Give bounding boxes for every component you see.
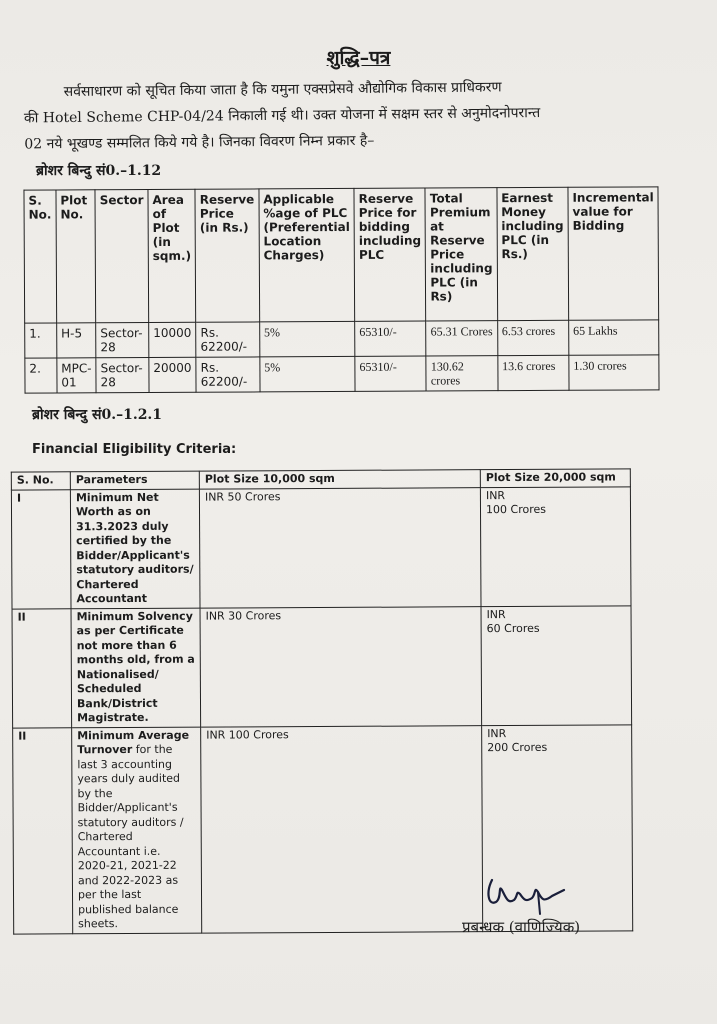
cell: 13.6 crores <box>498 355 569 390</box>
brochure-reference-1: ब्रोशर बिन्दु सं0.–1.12 <box>36 163 162 179</box>
col-header: Plot No. <box>56 190 96 323</box>
paragraph-line-3: 02 नये भूखण्ड सम्मलित किये गये है। जिनका विवरण निम्न प्रकार है– <box>24 132 375 153</box>
param-bold: Minimum Average Turnover <box>77 728 190 757</box>
cell: 20000 <box>149 357 196 392</box>
signatory-designation: प्रबन्धक (वाणिज्यिक) <box>462 918 581 936</box>
cell: II <box>12 608 72 727</box>
cell: 10000 <box>149 322 196 357</box>
paragraph-line-2: की Hotel Scheme CHP-04/24 निकाली गई थी। उक्त योजना में सक्षम स्तर से अनुमोदनोपरान्त <box>23 105 541 127</box>
cell: 65.31 Crores <box>426 321 497 356</box>
cell: 65 Lakhs <box>569 320 659 355</box>
table-row <box>25 355 659 393</box>
cell: Rs. 62200/- <box>196 357 260 392</box>
cell: Rs. 62200/- <box>196 322 260 357</box>
cell: 2. <box>25 358 57 393</box>
cell: 130.62 crores <box>426 356 497 391</box>
col-header: Earnest Money including PLC (in Rs.) <box>497 187 569 320</box>
cell: Sector-28 <box>96 323 149 358</box>
financial-criteria-heading: Financial Eligibility Criteria: <box>32 442 237 457</box>
table-row <box>12 605 632 727</box>
cell: INR 100 Crores <box>201 725 483 932</box>
cell: I <box>11 489 71 608</box>
col-header: Plot Size 10,000 sqm <box>199 470 480 489</box>
cell <box>72 727 202 934</box>
table-row <box>11 486 631 608</box>
financial-criteria-table <box>11 468 633 934</box>
cell: 5% <box>259 321 355 356</box>
cell: MPC-01 <box>57 358 96 393</box>
cell: 6.53 crores <box>497 320 568 355</box>
cell: INR 50 Crores <box>199 487 481 607</box>
cell: Sector-28 <box>96 358 149 393</box>
notice-paragraph <box>24 73 685 158</box>
cell-line: INR <box>487 726 507 740</box>
cell: Minimum Solvency as per Certificate not more than 6 months old, from a Nationalised/ Scheduled Bank/District Magistrate. <box>71 608 201 728</box>
col-header: Applicable %age of PLC (Preferential Location Charges) <box>259 188 355 321</box>
cell-line: INR <box>486 607 506 621</box>
col-header: Plot Size 20,000 sqm <box>480 469 630 487</box>
plot-details-table <box>23 186 659 393</box>
table-row <box>25 320 659 358</box>
cell-line: 60 Crores <box>486 621 540 636</box>
cell: 1.30 crores <box>569 355 659 390</box>
param-rest: for the last 3 accounting years duly audited by the Bidder/Applicant's statutory auditors / Chartered Accountant i.e. 2020-21, 2021-22 and 2022-2023 as per the last published balance sheets. <box>77 742 184 931</box>
cell: Minimum Net Worth as on 31.3.2023 duly certified by the Bidder/Applicant's statutory auditors/ Chartered Accountant <box>70 489 200 609</box>
brochure-reference-2: ब्रोशर बिन्दु सं0.–1.2.1 <box>32 407 163 423</box>
table-header-row <box>24 187 659 323</box>
col-header: Sector <box>95 190 148 323</box>
cell: H-5 <box>57 323 96 358</box>
cell: 5% <box>260 356 356 391</box>
cell <box>480 486 631 606</box>
paragraph-line-1: सर्वसाधारण को सूचित किया जाता है कि यमुना एक्सप्रेसवे औद्योगिक विकास प्राधिकरण <box>63 79 502 101</box>
col-header: Reserve Price for bidding including PLC <box>354 188 426 321</box>
cell: 65310/- <box>355 356 426 391</box>
signature-mark <box>482 872 572 922</box>
cell: 65310/- <box>355 321 426 356</box>
cell: 1. <box>25 323 57 358</box>
cell <box>481 605 632 725</box>
col-header: Parameters <box>70 471 199 489</box>
col-header: S. No. <box>24 190 57 323</box>
document-title: शुद्धि–पत्र <box>326 47 391 69</box>
col-header: Area of Plot (in sqm.) <box>148 189 196 322</box>
col-header: Total Premium at Reserve Price including PLC (in Rs) <box>425 188 497 321</box>
col-header: Incremental value for Bidding <box>568 187 659 320</box>
cell: II <box>13 727 73 933</box>
cell-line: INR <box>485 488 506 502</box>
cell-line: 200 Crores <box>487 740 548 755</box>
col-header: Reserve Price (in Rs.) <box>195 189 259 322</box>
col-header: S. No. <box>11 472 70 490</box>
cell-line: 100 Crores <box>485 502 547 517</box>
cell: INR 30 Crores <box>200 606 482 726</box>
